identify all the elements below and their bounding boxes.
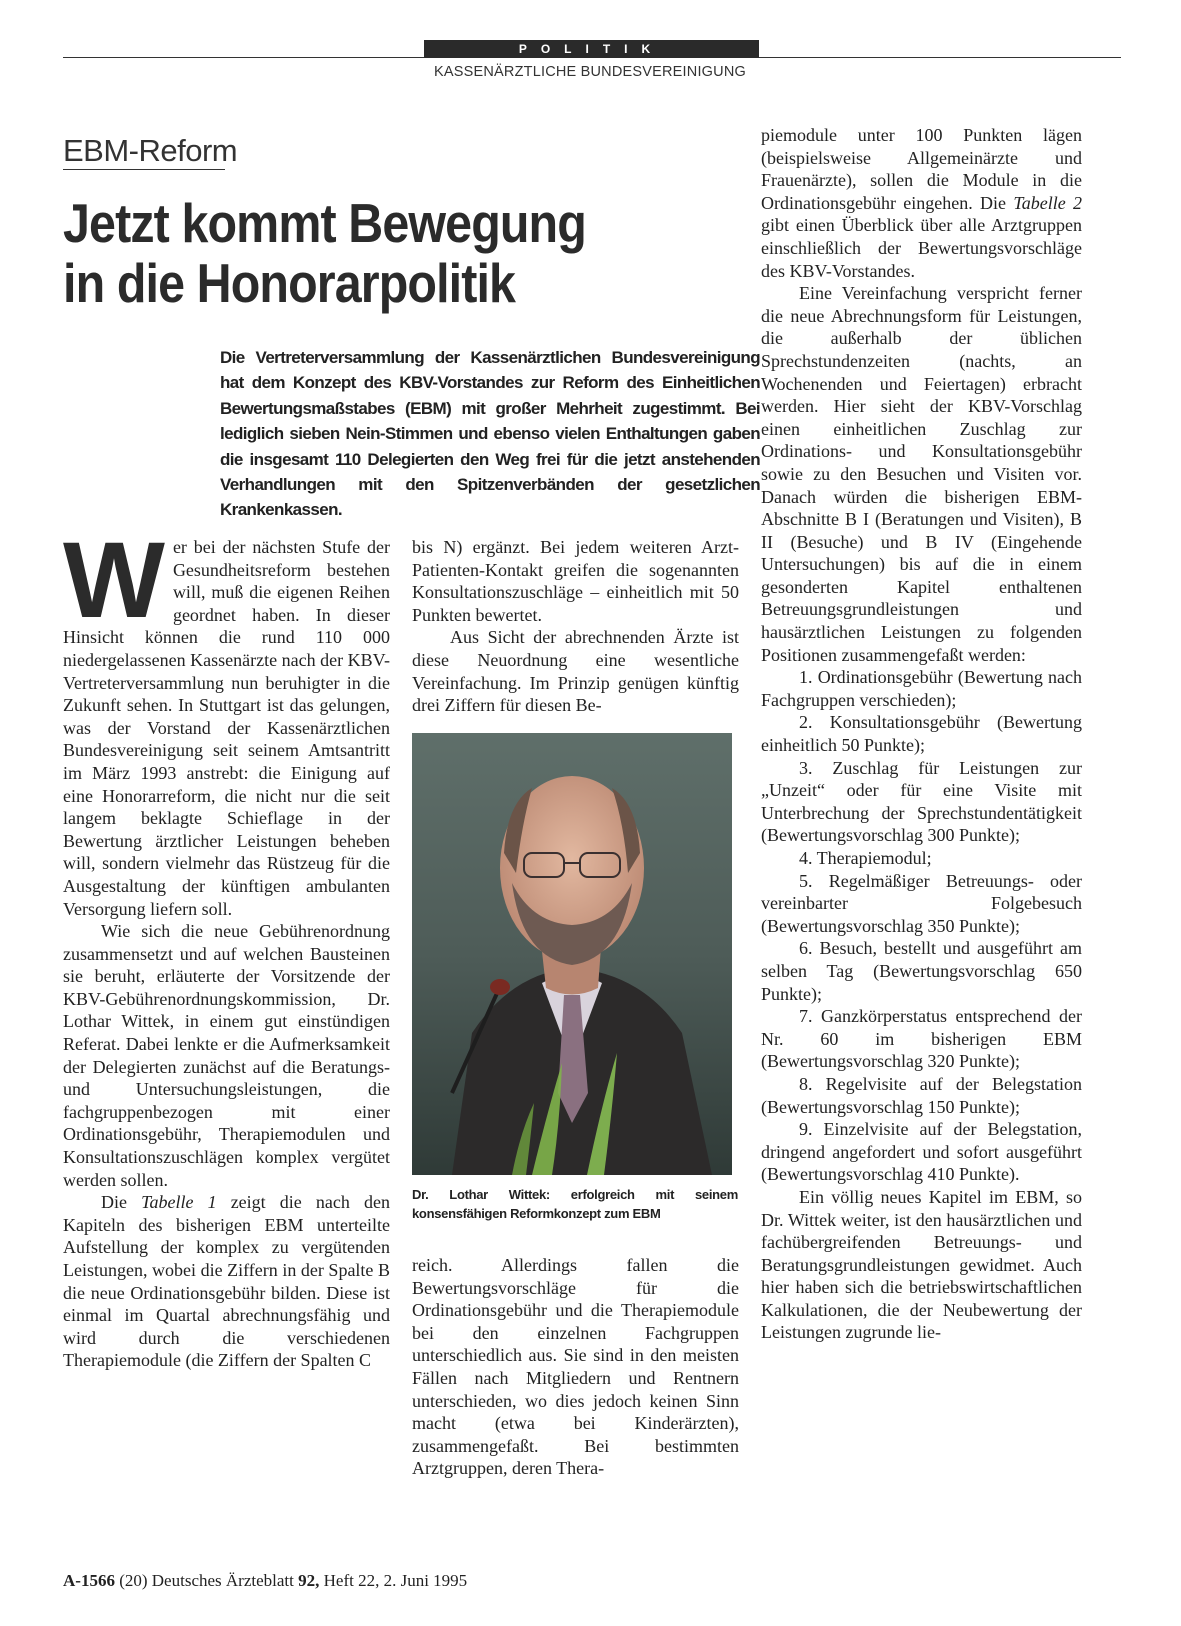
subsection-label: KASSENÄRZTLICHE BUNDESVEREINIGUNG xyxy=(434,64,746,80)
paragraph: Eine Vereinfachung verspricht ferner die neue Abrechnungsform für Leistungen, die außerhalb der üblichen Sprechstundenzeiten (nachts, an Wochenenden und Feiertagen) erbracht werden. Hier sieht der KBV-Vorschlag einen einheitlichen Zuschlag zur Ordinations- und Konsultationsgebühr sowie zu den Besuchen und Visiten vor. Danach würden die bisherigen EBM-Abschnitte B I (Beratungen und Visiten), B II (Besuche) und B IV (Eingehende Untersuchungen) bis auf die in einem gesonderten Kapitel enthaltenen Betreuungsgrundleistungen und hausärztlichen Leistungen zu folgenden Positionen zusammengefaßt werden: xyxy=(761,283,1082,665)
page-footer xyxy=(63,1571,467,1591)
issue-date: Heft 22, 2. Juni 1995 xyxy=(323,1571,468,1590)
list-item: 8. Regelvisite auf der Belegstation (Bewertungsvorschlag 150 Punkte); xyxy=(761,1073,1082,1117)
paragraph xyxy=(63,1191,390,1372)
photo-caption: Dr. Lothar Wittek: erfolgreich mit seinem konsensfähigen Reformkonzept zum EBM xyxy=(412,1187,738,1221)
paragraph: bis N) ergänzt. Bei jedem weiteren Arzt-Patienten-Kontakt greifen die sogenannten Konsultationszuschläge – einheitlich mit 50 Punkten bewertet. xyxy=(412,537,739,625)
kicker-underline xyxy=(63,169,225,170)
list-item: 4. Therapiemodul; xyxy=(799,848,932,868)
list-item: 2. Konsultationsgebühr (Bewertung einheitlich 50 Punkte); xyxy=(761,712,1082,756)
journal-name: Deutsches Ärzteblatt xyxy=(151,1571,294,1590)
volume-number: 92, xyxy=(298,1571,320,1590)
page-sub-number: (20) xyxy=(119,1571,148,1590)
paragraph xyxy=(63,519,390,920)
headline-line-2: in die Honorarpolitik xyxy=(63,252,516,314)
table-reference: Tabelle 2 xyxy=(1013,192,1083,213)
paragraph: reich. Allerdings fallen die Bewertungsvorschläge für die Ordinationsgebühr und die Therapiemodule bei den einzelnen Fachgruppen unterschiedlich aus. Sie sind in den meisten Fällen nach Mitgliedern und Rentnern unterschieden, wo dies jedoch keinen Sinn macht (etwa bei Kinderärzten), zusammengefaßt. Bei bestimmten Arztgruppen, deren Thera- xyxy=(412,1255,739,1479)
body-column-1 xyxy=(63,519,390,1372)
table-reference: Tabelle 1 xyxy=(141,1192,217,1213)
paragraph-text: Die xyxy=(101,1192,142,1213)
body-column-3 xyxy=(761,124,1082,1344)
list-item: 9. Einzelvisite auf der Belegstation, dringend angefordert und sofort ausgeführt (Bewertungsvorschlag 410 Punkte). xyxy=(761,1119,1082,1185)
list-item: 3. Zuschlag für Leistungen zur „Unzeit“ oder für eine Visite mit Unterbrechung der Sprechstundentätigkeit (Bewertungsvorschlag 300 Punkte); xyxy=(761,757,1082,846)
headline-line-1: Jetzt kommt Bewegung xyxy=(63,192,586,254)
paragraph-text: gibt einen Überblick über alle Arztgruppen einschließlich der Bewertungsvorschläge des KBV-Vorstandes. xyxy=(761,215,1082,281)
paragraph-text: piemodule unter 100 Punkten lägen (beispielsweise Allgemeinärzte und Frauenärzte), sollen die Module in die Ordinationsgebühr eingehen. Die xyxy=(761,125,1082,213)
section-rubric: POLITIK xyxy=(424,40,759,58)
paragraph: Aus Sicht der abrechnenden Ärzte ist diese Neuordnung eine wesentliche Vereinfachung. Im Prinzip genügen künftig drei Ziffern für diesen Be- xyxy=(412,627,739,716)
page-number: A-1566 xyxy=(63,1571,115,1590)
paragraph-text: er bei der nächsten Stufe der Gesundheitsreform bestehen will, muß die eigenen Reihen geordnet haben. In dieser Hinsicht können die rund 110 000 niedergelassenen Kassenärzte nach der KBV-Vertreterversammlung nun beruhigter in die Zukunft sehen. In Stuttgart ist das gelungen, was der Vorstand der Kassenärztlichen Bundesvereinigung seit seinem Amtsantritt im März 1993 anstrebt: die Einigung auf eine Honorarreform, die nicht nur die seit langem beklagte Schieflage in der Bewertung ärztlicher Leistungen beheben will, sondern vielmehr das Rüstzeug für die Ausgestaltung der künftigen ambulanten Versorgung liefern soll. xyxy=(63,537,390,919)
list-item: 6. Besuch, bestellt und ausgeführt am selben Tag (Bewertungsvorschlag 650 Punkte); xyxy=(761,938,1082,1004)
portrait-photo xyxy=(412,733,732,1175)
paragraph-text: zeigt die nach den Kapiteln des bisherigen EBM unterteilte Aufstellung der komplex zu vergütenden Leistungen, wobei die Ziffern in der Spalte B die neue Ordinationsgebühr bilden. Diese ist einmal im Quartal abrechnungsfähig und wird durch die verschiedenen Therapiemodule (die Ziffern der Spalten C xyxy=(63,1192,390,1371)
list-item: 5. Regelmäßiger Betreuungs- oder vereinbarter Folgebesuch (Bewertungsvorschlag 350 Punkte); xyxy=(761,870,1082,936)
article-headline xyxy=(63,193,661,313)
paragraph: Ein völlig neues Kapitel im EBM, so Dr. Wittek weiter, ist den hausärztlichen und fachübergreifenden Betreuungs- und Beratungsgrundleistungen gewidmet. Auch hier haben sich die betriebswirtschaftlichen Kalkulationen, die der Neubewertung der Leistungen zugrunde lie- xyxy=(761,1186,1082,1343)
list-item: 1. Ordinationsgebühr (Bewertung nach Fachgruppen verschieden); xyxy=(761,667,1082,710)
drop-cap: W xyxy=(63,519,165,640)
body-column-2-top xyxy=(412,536,739,717)
article-lead: Die Vertreterversammlung der Kassenärztlichen Bundesvereinigung hat dem Konzept des KBV-Vorstandes zur Reform des Einheitlichen Bewertungsmaßstabes (EBM) mit großer Mehrheit zugestimmt. Bei lediglich sieben Nein-Stimmen und ebenso vielen Enthaltungen gaben die insgesamt 110 Delegierten den Weg frei für die jetzt anstehenden Verhandlungen mit den Spitzenverbänden der gesetzlichen Krankenkassen. xyxy=(220,348,760,520)
paragraph: Wie sich die neue Gebührenordnung zusammensetzt und auf welchen Bausteinen sie beruht, erläuterte der Vorsitzende der KBV-Gebührenordnungskommission, Dr. Lothar Wittek, in einem gut einstündigen Referat. Dabei lenkte er die Aufmerksamkeit der Delegierten zunächst auf die Beratungs- und Untersuchungsleistungen, die fachgruppenbezogen mit einer Ordinationsgebühr, Therapiemodulen und Konsultationszuschlägen komplex vergütet werden sollen. xyxy=(63,921,390,1190)
list-item: 7. Ganzkörperstatus entsprechend der Nr. 60 im bisherigen EBM (Bewertungsvorschlag 320 Punkte); xyxy=(761,1006,1082,1072)
paragraph xyxy=(761,124,1082,282)
body-column-2-bottom xyxy=(412,1254,739,1480)
article-kicker: EBM-Reform xyxy=(63,133,238,168)
